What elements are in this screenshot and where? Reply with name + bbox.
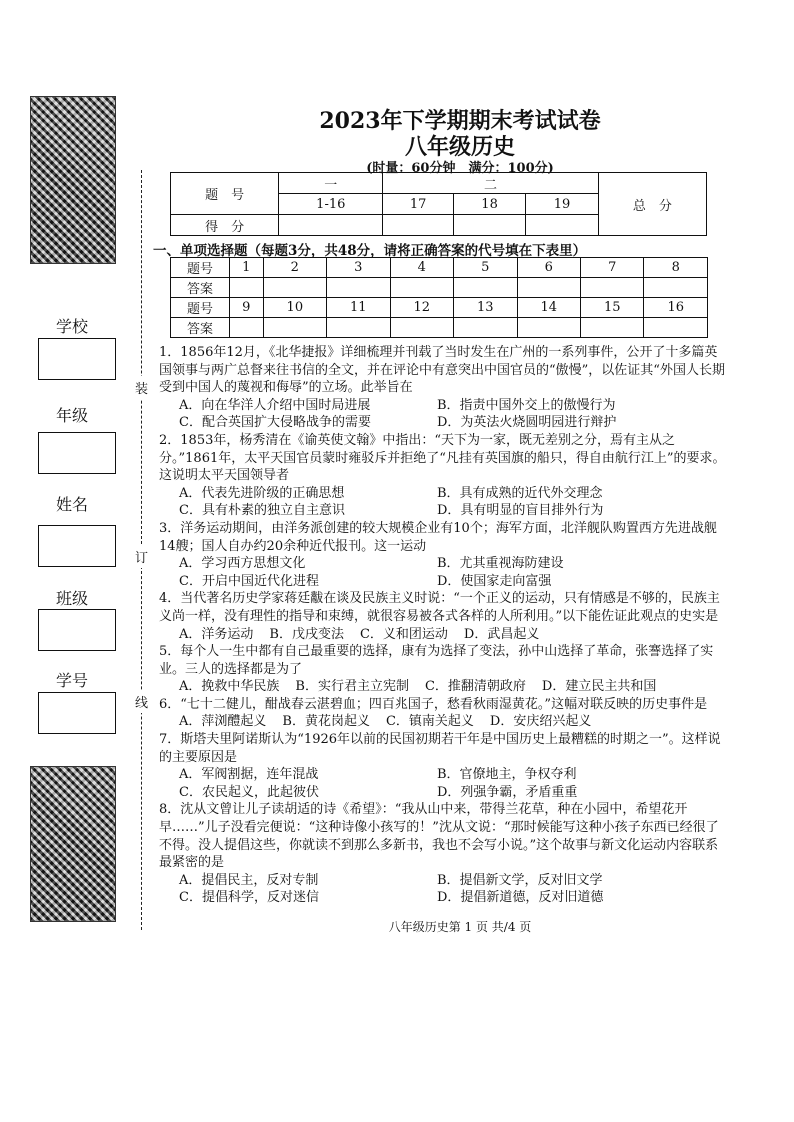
question-stem: 3．洋务运动期间，由洋务派创建的较大规模企业有10个；海军方面，北洋舰队购置西方先进战舰14艘；国人自办约20余种近代报刊。这一运动 [159,520,717,554]
option-b[interactable]: B．提倡新文学，反对旧文学 [437,872,603,888]
option-b[interactable]: B．实行君主立宪制 [295,679,409,695]
section-heading: 一、单项选择题（每题3分，共48分，请将正确答案的代号填在下表里） [153,243,587,259]
answer-qnum: 6 [517,258,580,278]
answer-qnum: 13 [454,298,517,318]
side-label-name: 姓名 [56,495,89,514]
answer-cell[interactable] [644,278,708,298]
option-d[interactable]: D．武昌起义 [463,626,540,642]
answer-qnum: 15 [581,298,644,318]
question-stem: 2．1853年，杨秀清在《谕英使文翰》中指出：“天下为一家，既无差别之分，焉有主从之分。”1861年，太平天国官员蒙时雍驳斥并拒绝了“凡挂有英国旗的船只，得自由航行江上”的要求。这说明太平天国领导者 [159,432,726,484]
option-b[interactable]: B．尤其重视海防建设 [437,556,564,572]
score-col-1-16: 1-16 [279,194,383,215]
option-d[interactable]: D．安庆绍兴起义 [489,714,592,730]
option-b[interactable]: B．戊戌变法 [269,626,344,642]
option-b[interactable]: B．具有成熟的近代外交理念 [437,485,603,501]
exam-title: 2023年下学期期末考试试卷 [319,108,601,134]
option-c[interactable]: C．推翻清朝政府 [424,679,526,695]
option-a[interactable]: A．军阀割据，连年混战 [179,767,319,783]
question-stem: 4．当代著名历史学家蒋廷黻在谈及民族主义时说：“一个正义的运动，只有情感是不够的，民族主义尚一样，没有理性的指导和束缚，就很容易被各式各样的人所利用。”以下能佐证此观点的史实是 [159,591,720,624]
option-c[interactable]: C．农民起义，此起彼伏 [179,784,319,800]
option-b[interactable]: B．黄花岗起义 [282,714,370,730]
question-stem: 5．每个人一生中都有自己最重要的选择，康有为选择了变法，孙中山选择了革命，张謇选择了实业。三人的选择都是为了 [159,644,714,677]
answer-qnum: 2 [263,258,326,278]
name-field[interactable] [38,525,116,567]
score-header-part2: 二 [383,173,598,194]
score-header-total: 总 分 [598,173,706,236]
answer-qnum: 11 [327,298,390,318]
question-stem: 1．1856年12月，《北华捷报》详细梳理并刊载了当时发生在广州的一系列事件，公开了十多篇英国领事与两广总督来往书信的全文，并在评论中有意突出中国官员的“傲慢”，以佐证其“外国人长期受到中国人的蔑视和侮辱”的立场。此举旨在 [159,345,725,396]
score-table [170,172,707,236]
score-cell[interactable] [526,215,598,236]
answer-qnum: 16 [644,298,708,318]
answer-qnum: 4 [390,258,453,278]
answer-cell[interactable] [517,278,580,298]
answer-qnum: 1 [230,258,264,278]
score-col-19: 19 [526,194,598,215]
score-header-part1: 一 [279,173,383,194]
option-b[interactable]: B．官僚地主，争权夺利 [437,767,577,783]
option-d[interactable]: D．具有明显的盲目排外行为 [437,503,604,519]
option-a[interactable]: A．萍浏醴起义 [179,714,267,730]
answer-cell[interactable] [454,278,517,298]
grade-field[interactable] [38,432,116,474]
answer-qnum: 10 [263,298,326,318]
answer-qnum: 3 [327,258,390,278]
score-cell[interactable] [453,215,525,236]
side-label-grade: 年级 [56,406,89,425]
option-d[interactable]: D．列强争霸，矛盾重重 [437,784,578,800]
option-c[interactable]: C．开启中国近代化进程 [179,573,319,589]
binding-char-zhuang: 装 [135,376,148,399]
questions [159,344,727,907]
exam-meta: (时量：60分钟 满分：100分) [366,161,554,176]
option-a[interactable]: A．向在华洋人介绍中国时局进展 [179,397,371,413]
answer-cell[interactable] [517,318,580,338]
option-c[interactable]: C．具有朴素的独立自主意识 [179,503,345,519]
score-header-tihao: 题 号 [171,173,279,215]
question-stem: 7．斯塔夫里阿诺斯认为“1926年以前的民国初期若干年是中国历史上最糟糕的时期之一”。这样说的主要原因是 [159,732,721,765]
decorative-pattern-bottom [30,766,116,922]
answer-cell[interactable] [230,318,264,338]
question-stem: 6．“七十二健儿，酣战春云湛碧血；四百兆国子，愁看秋雨湿黄花。”这幅对联反映的历史事件是 [159,696,708,712]
decorative-pattern-top [30,96,116,264]
question-stem: 8．沈从文曾让儿子读胡适的诗《希望》：“我从山中来，带得兰花草，种在小园中，希望花开早……”儿子没看完便说：“这种诗像小孩写的！”沈从文说：“那时候能写这种小孩子东西已经很了不得。没人提倡这些，你就读不到那么多新书，我也不会写小说。”这个故事与新文化运动内容联系最紧密的是 [159,802,719,871]
answer-cell[interactable] [327,318,390,338]
option-a[interactable]: A．代表先进阶级的正确思想 [179,485,345,501]
option-d[interactable]: D．为英法火烧圆明园进行辩护 [437,415,617,431]
option-b[interactable]: B．指责中国外交上的傲慢行为 [437,397,616,413]
option-c[interactable]: C．配合英国扩大侵略战争的需要 [179,415,371,431]
option-a[interactable]: A．挽救中华民族 [179,679,280,695]
score-cell[interactable] [279,215,383,236]
class-field[interactable] [38,609,116,651]
side-label-class: 班级 [56,589,89,608]
option-d[interactable]: D．使国家走向富强 [437,573,552,589]
score-col-17: 17 [383,194,453,215]
answer-qnum: 7 [581,258,644,278]
answer-header-daan: 答案 [171,318,230,338]
student-id-field[interactable] [38,692,116,734]
option-c[interactable]: C．提倡科学，反对迷信 [179,890,319,906]
side-label-id: 学号 [56,671,89,690]
side-label-school: 学校 [56,317,89,336]
answer-cell[interactable] [263,318,326,338]
score-cell[interactable] [383,215,453,236]
answer-cell[interactable] [327,278,390,298]
answer-cell[interactable] [581,318,644,338]
option-a[interactable]: A．学习西方思想文化 [179,556,306,572]
answer-qnum: 8 [644,258,708,278]
exam-subject: 八年级历史 [404,134,515,160]
answer-cell[interactable] [581,278,644,298]
answer-qnum: 14 [517,298,580,318]
score-col-18: 18 [453,194,525,215]
answer-qnum: 5 [454,258,517,278]
answer-cell[interactable] [390,318,453,338]
answer-header-tihao: 题号 [171,258,230,278]
option-a[interactable]: A．洋务运动 [179,626,254,642]
option-c[interactable]: C．镇南关起义 [385,714,474,730]
binding-char-xian: 线 [135,690,148,713]
answer-qnum: 9 [230,298,264,318]
option-a[interactable]: A．提倡民主，反对专制 [179,872,319,888]
answer-header-tihao: 题号 [171,298,230,318]
answer-cell[interactable] [263,278,326,298]
answer-header-daan: 答案 [171,278,230,298]
answer-qnum: 12 [390,298,453,318]
page-footer: 八年级历史第 1 页 共/4 页 [388,920,532,934]
answer-cell[interactable] [644,318,708,338]
answer-cell[interactable] [230,278,264,298]
binding-char-ding: 订 [135,545,148,568]
option-d[interactable]: D．建立民主共和国 [541,679,657,695]
option-d[interactable]: D．提倡新道德，反对旧道德 [437,890,604,906]
school-field[interactable] [38,338,116,380]
answer-cell[interactable] [454,318,517,338]
answer-cell[interactable] [390,278,453,298]
score-label-defen: 得 分 [171,215,279,236]
option-c[interactable]: C．义和团运动 [359,626,448,642]
answer-table [170,257,708,338]
